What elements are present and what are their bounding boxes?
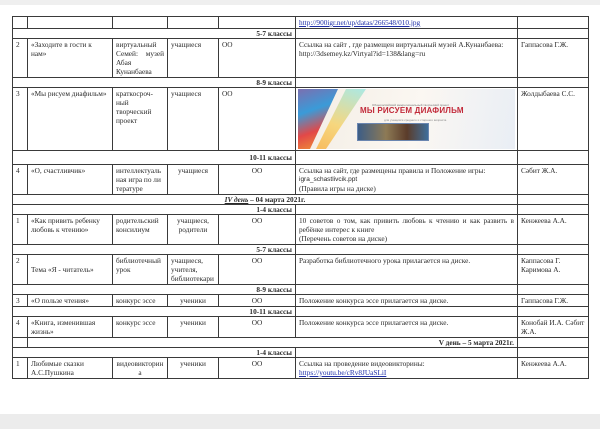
cell-participants: учащиеся	[168, 39, 219, 78]
cell-level: ОО	[219, 295, 296, 307]
cell-form	[113, 17, 168, 29]
cell-level: ОО	[219, 88, 296, 151]
section-row	[13, 348, 589, 358]
viewer-top-bar	[0, 0, 600, 5]
cell-title: «О пользе чтения»	[28, 295, 113, 307]
poster-title: МЫ РИСУЕМ ДИАФИЛЬМ	[360, 106, 464, 115]
section-title: 10-11 классы	[13, 307, 296, 317]
cell-description	[296, 88, 518, 151]
cell-description	[296, 215, 518, 245]
cell-title: «О, счастливчик»	[28, 165, 113, 195]
cell-form: видеовикторина	[113, 358, 168, 379]
cell-level: ОО	[219, 317, 296, 338]
table-row	[13, 317, 589, 338]
table-row	[13, 88, 589, 151]
cell-responsible: Конобай И.А. Сәбит Ж.А.	[518, 317, 589, 338]
table-row	[13, 39, 589, 78]
project-poster-image	[298, 89, 515, 149]
cell-level	[219, 17, 296, 29]
table-row	[13, 295, 589, 307]
cell-description	[296, 39, 518, 78]
cell-description	[296, 358, 518, 379]
day-row	[13, 195, 589, 205]
cell-description: Разработка библиотечного урока прилагается на диске.	[296, 255, 518, 285]
poster-note: для учащихся среднего и старшего возраста	[384, 118, 447, 122]
cell-num: 3	[13, 88, 28, 151]
cell-responsible: Гаппасова Г.Ж.	[518, 39, 589, 78]
cell-participants: учащиеся	[168, 165, 219, 195]
cell-description: Положение конкурса эссе прилагается на диске.	[296, 295, 518, 307]
cell-num: 1	[13, 358, 28, 379]
cell-responsible: Кенжеева А.А.	[518, 358, 589, 379]
cell-num: 4	[13, 317, 28, 338]
cell-form: конкурс эссе	[113, 317, 168, 338]
description-note: (Правила игры на диске)	[299, 184, 376, 193]
cell-title: «Как привить ребенку любовь к чтению»	[28, 215, 113, 245]
cell-title: «Заходите в гости к нам»	[28, 39, 113, 78]
section-row	[13, 245, 589, 255]
cell-level: ОО	[219, 215, 296, 245]
cell-participants: учащиеся, родители	[168, 215, 219, 245]
cell-responsible: Каппасова Г. Каримова А.	[518, 255, 589, 285]
cell-title: «Мы рисуем диафильм»	[28, 88, 113, 151]
cell-title: Любимые сказки А.С.Пушкина	[28, 358, 113, 379]
table-row	[13, 215, 589, 245]
section-title: 1-4 классы	[13, 348, 296, 358]
cell-form: библиотечный урок	[113, 255, 168, 285]
cell-level: ОО	[219, 358, 296, 379]
table-row	[13, 17, 589, 29]
section-title: 5-7 классы	[13, 245, 296, 255]
cell-title: «Книга, изменившая жизнь»	[28, 317, 113, 338]
section-row	[13, 151, 589, 165]
day-date: – 04 марта 2021г.	[248, 195, 306, 204]
cell-participants: ученики	[168, 317, 219, 338]
event-schedule-table	[12, 16, 589, 379]
cell-level: ОО	[219, 39, 296, 78]
cell-responsible	[518, 17, 589, 29]
section-title: 8-9 классы	[13, 285, 296, 295]
cell-form: краткосроч-ный творческий проект	[113, 88, 168, 151]
cell-responsible: Жолдыбаева С.С.	[518, 88, 589, 151]
day-row	[13, 338, 589, 348]
section-title: 1-4 классы	[13, 205, 296, 215]
cell-participants: ученики	[168, 295, 219, 307]
table-row	[13, 358, 589, 379]
image-link[interactable]: http://900igr.net/up/datas/266548/010.jpg	[299, 18, 421, 27]
cell-form: родительский консилиум	[113, 215, 168, 245]
museum-url: http://3dsemey.kz/Virtyal?id=138&lang=ru	[299, 49, 426, 58]
viewer-bottom-bar	[0, 414, 600, 429]
section-row	[13, 205, 589, 215]
poster-subtitle: Общероссийский межрегиональный творческий проект	[372, 103, 450, 107]
video-quiz-link[interactable]: https://youtu.be/cRv8JUaSLiI	[299, 368, 387, 377]
day-title	[13, 195, 518, 205]
section-title: 8-9 классы	[13, 78, 296, 88]
description-text: Ссылка на проведение видеовикторины:	[299, 359, 425, 368]
cell-title: Тема «Я - читатель»	[28, 255, 113, 285]
cell-level: ОО	[219, 165, 296, 195]
table-row	[13, 255, 589, 285]
cell-participants: учащиеся	[168, 88, 219, 151]
cell-num: 2	[13, 39, 28, 78]
cell-title	[28, 17, 113, 29]
cell-participants: учащиеся, учителя, библиотекари	[168, 255, 219, 285]
cell-participants	[168, 17, 219, 29]
day-label: IV день	[224, 195, 249, 204]
description-text: Ссылка на сайт, где размещены правила и Положение игры:	[299, 166, 486, 175]
cell-form: конкурс эссе	[113, 295, 168, 307]
description-note: (Перечень советов на диске)	[299, 234, 388, 243]
cell-num: 1	[13, 215, 28, 245]
cell-description: Положение конкурса эссе прилагается на диске.	[296, 317, 518, 338]
cell-responsible: Кенжеева А.А.	[518, 215, 589, 245]
cell-num: 4	[13, 165, 28, 195]
cell-num: 3	[13, 295, 28, 307]
cell-num	[13, 17, 28, 29]
section-row	[13, 78, 589, 88]
cell-level: ОО	[219, 255, 296, 285]
cell-description	[296, 17, 518, 29]
description-text: Ссылка на сайт , где размещен виртуальный музей А.Кунанбаева:	[299, 40, 504, 49]
cell-responsible: Сәбит Ж.А.	[518, 165, 589, 195]
cell-num: 2	[13, 255, 28, 285]
cell-form: интеллектуальная игра по литературе	[113, 165, 168, 195]
cell-description	[296, 165, 518, 195]
poster-photo	[357, 123, 429, 141]
section-row	[13, 285, 589, 295]
file-name: igra_schastlivcik.ppt	[299, 176, 358, 183]
cell-responsible: Гаппасова Г.Ж.	[518, 295, 589, 307]
section-row	[13, 29, 589, 39]
section-title: 5-7 классы	[13, 29, 296, 39]
day-title: V день – 5 марта 2021г.	[28, 338, 518, 348]
table-row	[13, 165, 589, 195]
section-row	[13, 307, 589, 317]
description-text: 10 советов о том, как привить любовь к чтению и как развить в ребёнке интерес к книге	[299, 216, 514, 234]
cell-form: виртуальный Семей: музей Абая Кунанбаева	[113, 39, 168, 78]
cell-participants: ученики	[168, 358, 219, 379]
section-title: 10-11 классы	[13, 151, 296, 165]
